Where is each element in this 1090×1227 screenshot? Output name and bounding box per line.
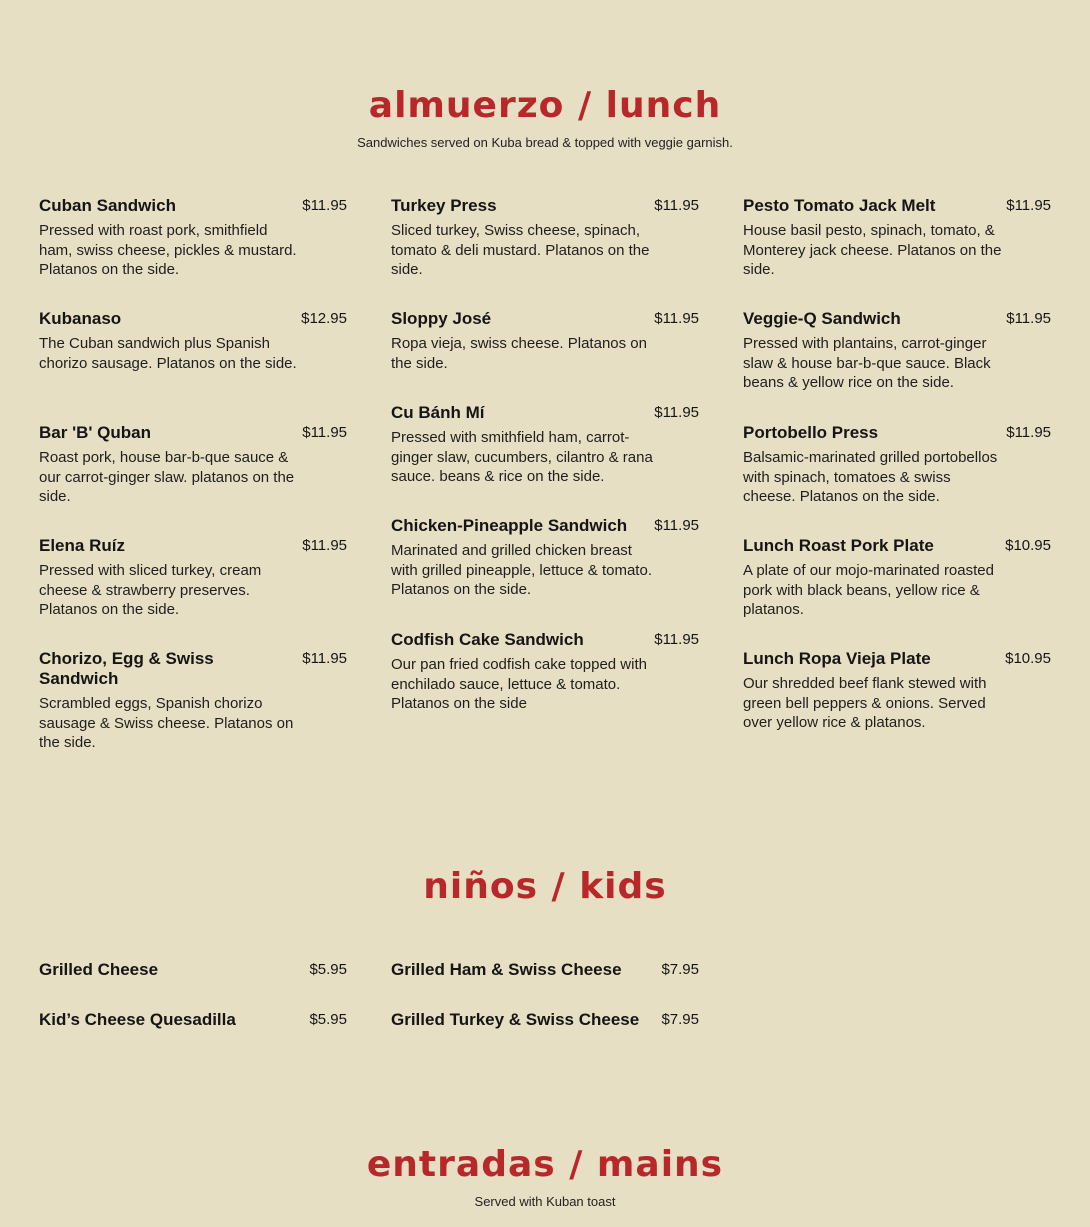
menu-item [39, 309, 347, 373]
item-price: $11.95 [302, 650, 347, 667]
item-name: Pesto Tomato Jack Melt [743, 196, 936, 215]
item-name: Bar 'B' Quban [39, 423, 151, 442]
menu-item [743, 309, 1051, 393]
menu-item [391, 516, 699, 600]
item-name: Chorizo, Egg & Swiss Sandwich [39, 649, 214, 688]
item-name: Grilled Cheese [39, 960, 159, 979]
item-description: A plate of our mojo-marinated roasted pork with black beans, yellow rice & platanos. [743, 562, 994, 618]
item-description: Scrambled eggs, Spanish chorizo sausage & Swiss cheese. Platanos on the side. [39, 695, 294, 751]
menu-item [391, 196, 699, 280]
item-description: Pressed with sliced turkey, cream cheese & strawberry preserves. Platanos on the side. [39, 562, 262, 618]
menu-item [39, 196, 347, 280]
menu-item [39, 536, 347, 620]
item-price: $7.95 [661, 961, 699, 978]
item-price: $11.95 [302, 197, 347, 214]
menu-item [743, 536, 1051, 620]
item-description: Our pan fried codfish cake topped with enchilado sauce, lettuce & tomato. Platanos on the side [391, 656, 647, 712]
item-price: $11.95 [1006, 310, 1051, 327]
item-description: Roast pork, house bar-b-que sauce & our carrot-ginger slaw. platanos on the side. [39, 449, 295, 505]
item-description: Marinated and grilled chicken breast with grilled pineapple, lettuce & tomato. Platanos on the side. [391, 542, 652, 598]
menu-item [743, 649, 1051, 733]
menu-item [391, 960, 699, 980]
menu-item [391, 403, 699, 487]
menu-item [743, 423, 1051, 507]
item-description: Balsamic-marinated grilled portobellos with spinach, tomatoes & swiss cheese. Platanos on the side. [743, 449, 998, 505]
lunch-section-subtitle: Sandwiches served on Kuba bread & topped with veggie garnish. [357, 135, 733, 150]
item-price: $11.95 [654, 517, 699, 534]
item-price: $11.95 [654, 631, 699, 648]
menu-item [39, 649, 347, 753]
menu-item [391, 309, 699, 373]
item-description: Pressed with roast pork, smithfield ham, swiss cheese, pickles & mustard. Platanos on the side. [39, 222, 297, 278]
kids-section-title: niños / kids [423, 866, 667, 907]
item-description: Ropa vieja, swiss cheese. Platanos on the side. [391, 335, 647, 372]
item-price: $10.95 [1005, 537, 1051, 554]
item-price: $11.95 [654, 404, 699, 421]
item-description: Sliced turkey, Swiss cheese, spinach, tomato & deli mustard. Platanos on the side. [391, 222, 650, 278]
item-description: Pressed with plantains, carrot-ginger slaw & house bar-b-que sauce. Black beans & yellow rice on the side. [743, 335, 991, 391]
item-name: Lunch Roast Pork Plate [743, 536, 934, 555]
item-price: $10.95 [1005, 650, 1051, 667]
item-price: $7.95 [661, 1011, 699, 1028]
item-price: $11.95 [1006, 197, 1051, 214]
item-name: Kubanaso [39, 309, 122, 328]
item-price: $5.95 [309, 1011, 347, 1028]
item-price: $11.95 [302, 537, 347, 554]
item-name: Sloppy José [391, 309, 492, 328]
mains-section-subtitle: Served with Kuban toast [474, 1194, 616, 1209]
item-price: $11.95 [1006, 424, 1051, 441]
item-name: Kid’s Cheese Quesadilla [39, 1010, 236, 1029]
item-description: Pressed with smithfield ham, carrot-ginger slaw, cucumbers, cilantro & rana sauce. beans & rice on the side. [391, 429, 653, 485]
item-name: Grilled Ham & Swiss Cheese [391, 960, 622, 979]
menu-item [39, 960, 347, 980]
item-name: Elena Ruíz [39, 536, 125, 555]
menu-item [39, 423, 347, 507]
item-description: House basil pesto, spinach, tomato, & Monterey jack cheese. Platanos on the side. [743, 222, 1002, 278]
item-price: $5.95 [309, 961, 347, 978]
item-name: Turkey Press [391, 196, 497, 215]
item-price: $12.95 [301, 310, 347, 327]
item-name: Lunch Ropa Vieja Plate [743, 649, 931, 668]
menu-item [391, 1010, 699, 1030]
item-name: Cu Bánh Mí [391, 403, 485, 422]
mains-section-title: entradas / mains [366, 1144, 724, 1185]
item-price: $11.95 [654, 197, 699, 214]
item-name: Grilled Turkey & Swiss Cheese [391, 1010, 640, 1029]
item-price: $11.95 [654, 310, 699, 327]
menu-item [743, 196, 1051, 280]
menu-item [391, 630, 699, 714]
item-price: $11.95 [302, 424, 347, 441]
item-name: Veggie-Q Sandwich [743, 309, 901, 328]
item-name: Codfish Cake Sandwich [391, 630, 584, 649]
item-name: Chicken-Pineapple Sandwich [391, 516, 628, 535]
item-name: Cuban Sandwich [39, 196, 176, 215]
item-name: Portobello Press [743, 423, 879, 442]
item-description: Our shredded beef flank stewed with green bell peppers & onions. Served over yellow rice & platanos. [743, 675, 987, 731]
menu-item [39, 1010, 347, 1030]
lunch-section-title: almuerzo / lunch [368, 85, 722, 126]
item-description: The Cuban sandwich plus Spanish chorizo sausage. Platanos on the side. [39, 335, 297, 372]
